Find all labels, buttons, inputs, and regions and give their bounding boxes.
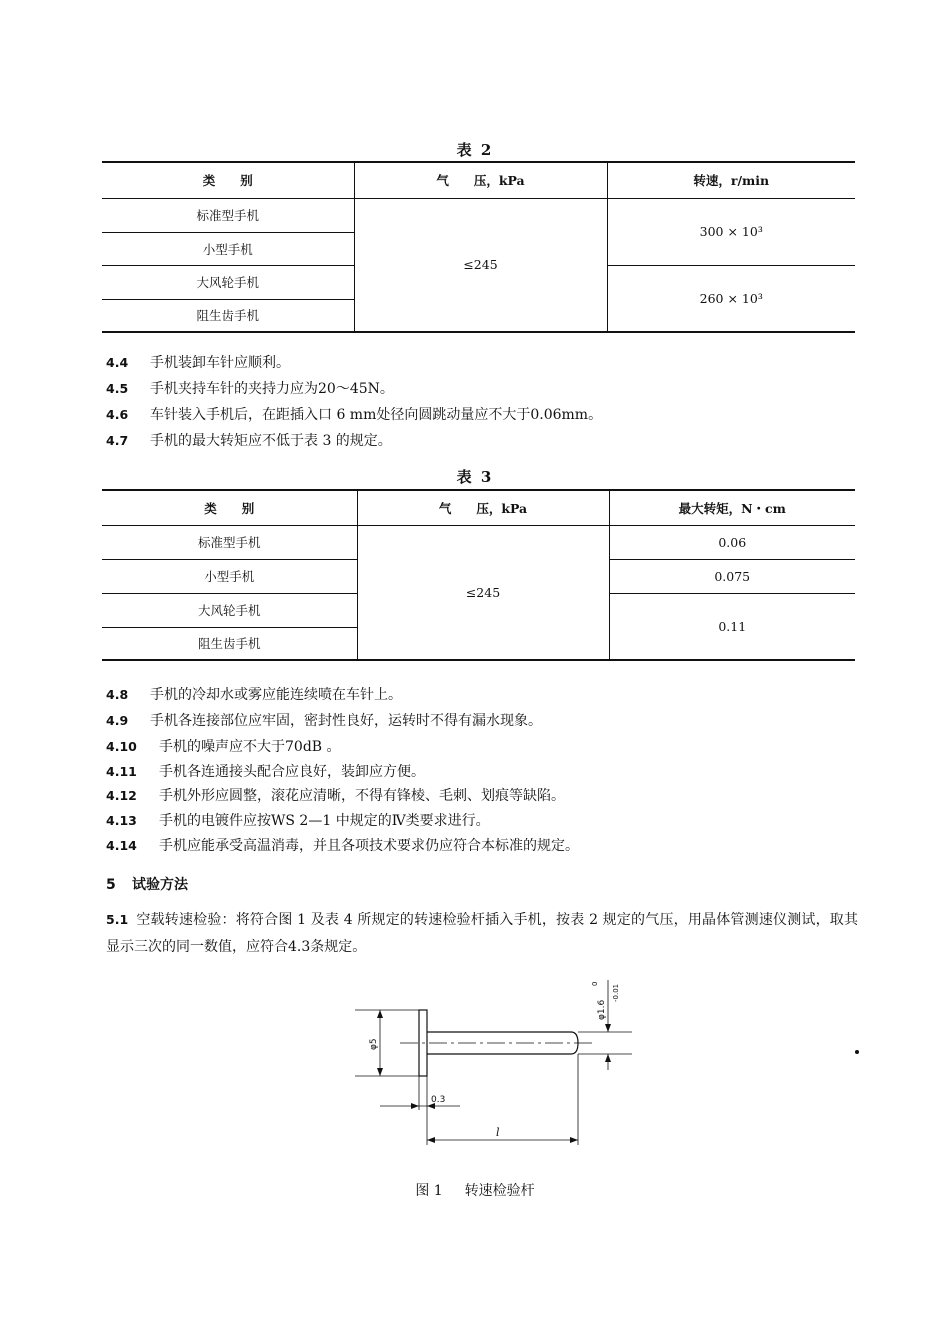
clause-4-6: 4.6 车针装入手机后，在距插入口 6 mm处径向圆跳动量应不大于0.06mm。	[106, 407, 603, 423]
table2-header-speed: 转速，r/min	[607, 162, 855, 198]
table2-speed-bottom: 260 × 10³	[607, 265, 855, 332]
clause-4-9: 4.9 手机各连接部位应牢固，密封性良好，运转时不得有漏水现象。	[106, 713, 542, 729]
table3	[102, 489, 855, 661]
table3-row-category: 小型手机	[102, 559, 357, 593]
table3-row-category: 阻生齿手机	[102, 627, 357, 660]
label-length: l	[496, 1126, 500, 1139]
clause-5-1: 5.1 空载转速检验：将符合图 1 及表 4 所规定的转速检验杆插入手机，按表 2 规定的气压，用晶体管测速仪测试，取其显示三次的同一数值，应符合4.3条规定。	[106, 912, 858, 955]
table3-header-pressure: 气 压，kPa	[357, 490, 609, 525]
label-tol-upper: 0	[591, 981, 599, 986]
clause-4-7: 4.7 手机的最大转矩应不低于表 3 的规定。	[106, 433, 392, 449]
label-d5: φ5	[369, 1038, 379, 1050]
table2-row-category: 大风轮手机	[102, 265, 354, 299]
scan-speck	[855, 1050, 859, 1054]
clause-4-8: 4.8 手机的冷却水或雾应能连续喷在车针上。	[106, 687, 402, 703]
figure1-drawing	[340, 960, 640, 1160]
table2-row-category: 标准型手机	[102, 198, 354, 232]
table3-header-category: 类 别	[102, 490, 357, 525]
table2-speed-top: 300 × 10³	[607, 198, 855, 265]
table3-pressure-cell: ≤245	[357, 525, 609, 660]
clause-4-11: 4.11 手机各连通接头配合应良好，装卸应方便。	[106, 764, 425, 780]
table3-torque-2: 0.075	[609, 559, 855, 593]
table3-torque-1: 0.06	[609, 525, 855, 559]
label-d16: φ1.6	[597, 999, 607, 1020]
table3-row-category: 大风轮手机	[102, 593, 357, 627]
clause-4-12: 4.12 手机外形应圆整，滚花应清晰，不得有锋棱、毛刺、划痕等缺陷。	[106, 788, 565, 804]
clause-4-4: 4.4 手机装卸车针应顺利。	[106, 355, 290, 371]
label-thickness: 0.3	[431, 1095, 446, 1105]
clause-4-13: 4.13 手机的电镀件应按WS 2—1 中规定的Ⅳ类要求进行。	[106, 813, 490, 829]
clause-4-5: 4.5 手机夹持车针的夹持力应为20～45N。	[106, 381, 394, 397]
figure1-caption: 图 1 转速检验杆	[415, 1183, 535, 1199]
clause-4-14: 4.14 手机应能承受高温消毒，并且各项技术要求仍应符合本标准的规定。	[106, 838, 579, 854]
table2-caption: 表 2	[456, 141, 494, 159]
table2-row-category: 阻生齿手机	[102, 299, 354, 332]
label-tol-lower: -0.01	[612, 983, 620, 1002]
table2-header-category: 类 别	[102, 162, 354, 198]
table3-caption: 表 3	[456, 468, 494, 486]
clause-4-10: 4.10 手机的噪声应不大于70dB 。	[106, 739, 341, 755]
table3-row-category: 标准型手机	[102, 525, 357, 559]
table3-header-torque: 最大转矩，N・cm	[609, 490, 855, 525]
table3-torque-3: 0.11	[609, 593, 855, 660]
table2-header-pressure: 气 压，kPa	[354, 162, 607, 198]
table2-pressure-cell: ≤245	[354, 198, 607, 332]
table2	[102, 161, 855, 333]
table2-row-category: 小型手机	[102, 232, 354, 265]
section-5-heading: 5 试验方法	[106, 877, 188, 893]
